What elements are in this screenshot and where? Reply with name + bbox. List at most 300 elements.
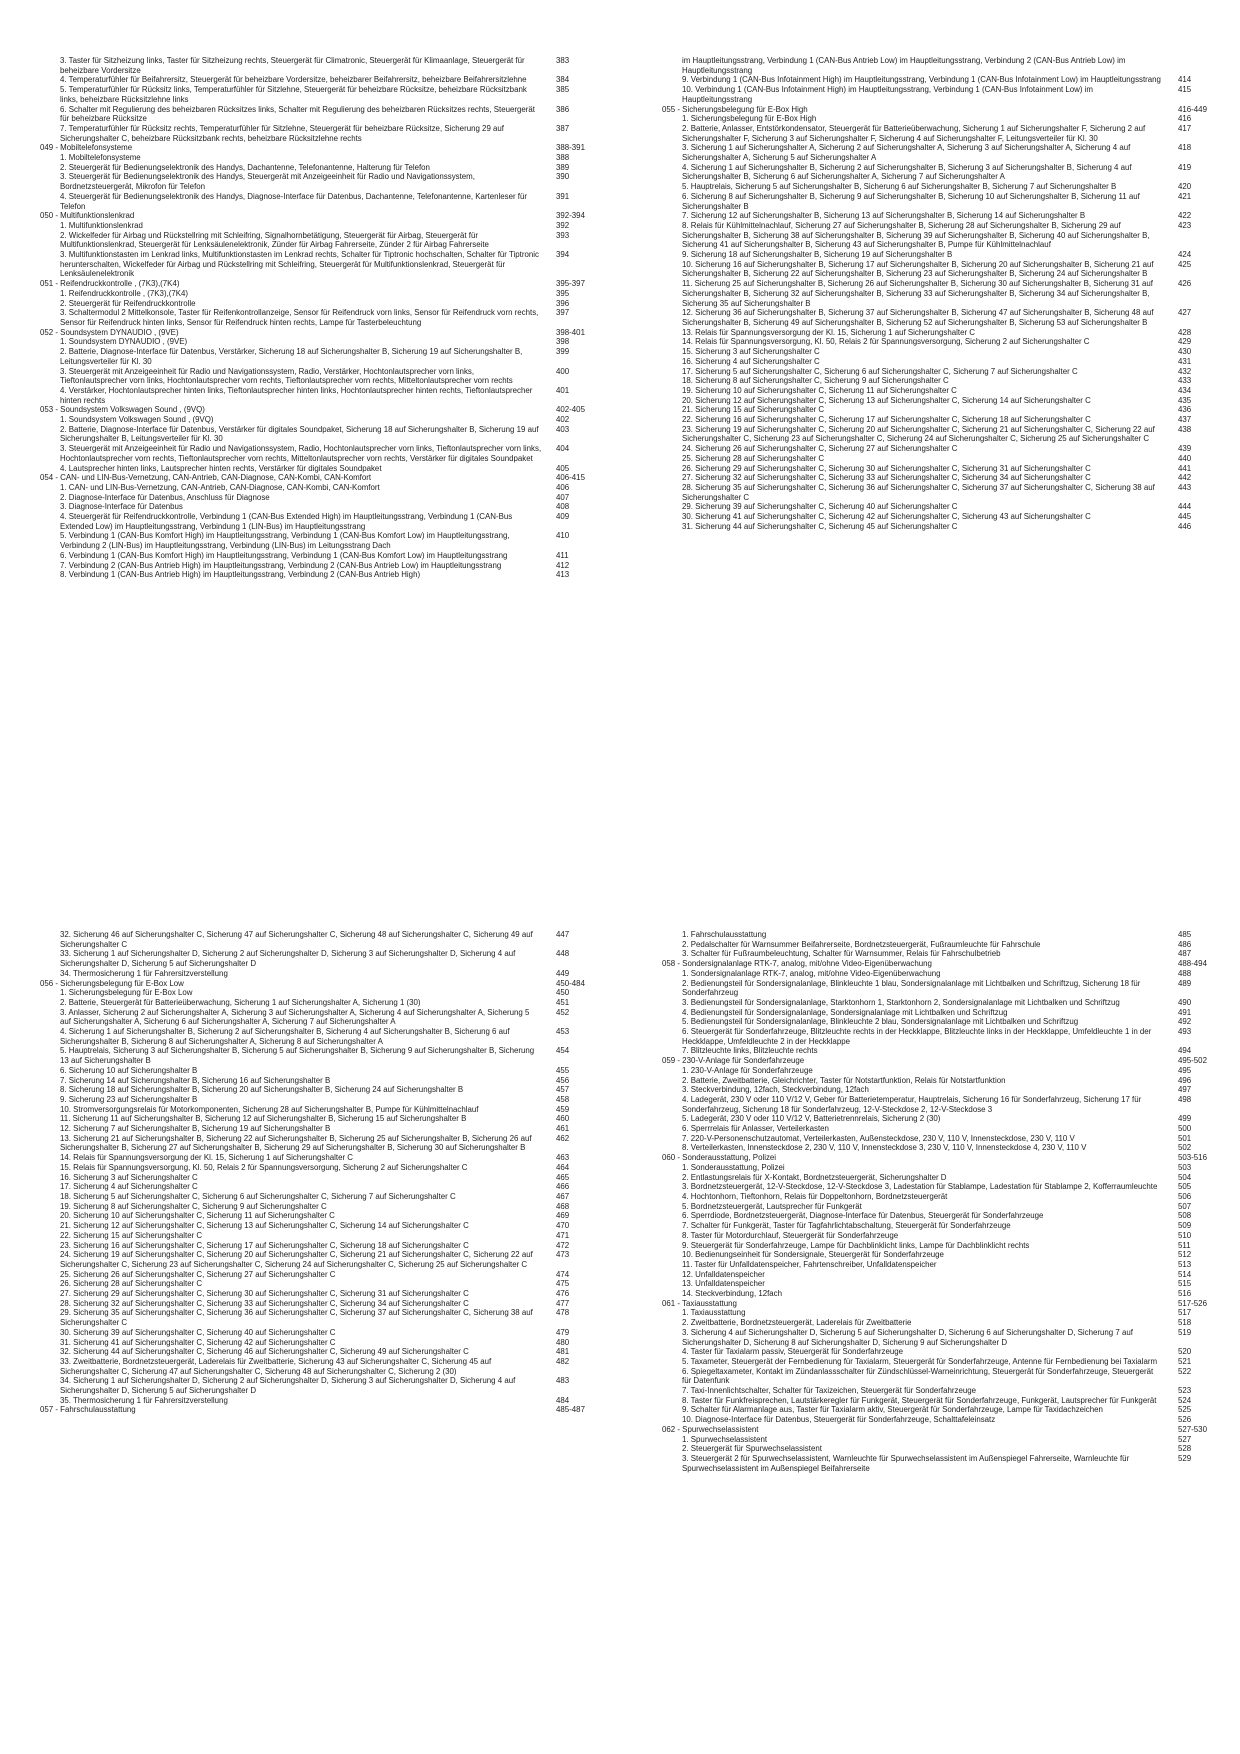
- toc-page-number: 529: [1178, 1453, 1192, 1463]
- toc-entry-row: [662, 405, 1222, 415]
- toc-entry-text: 10. Diagnose-Interface für Datenbus, Steuergerät für Sonderfahrzeuge, Schalttafeleinsatz: [682, 1415, 996, 1425]
- toc-entry-text: 17. Sicherung 4 auf Sicherungshalter C: [60, 1182, 198, 1192]
- toc-chapter-row: [40, 279, 600, 289]
- toc-page-number: 515: [1178, 1279, 1192, 1289]
- toc-entry-row: [40, 425, 600, 444]
- toc-page-number: 409: [556, 512, 570, 522]
- toc-entry-row: [662, 415, 1222, 425]
- toc-page-number: 487: [1178, 949, 1192, 959]
- toc-entry-text: 053 - Soundsystem Volkswagen Sound , (9VQ): [40, 405, 205, 415]
- toc-entry-row: [662, 114, 1222, 124]
- toc-entry-row: [662, 1192, 1222, 1202]
- toc-page-number: 460: [556, 1114, 570, 1124]
- toc-entry-text: 6. Sperrrelais für Anlasser, Verteilerkasten: [682, 1124, 829, 1134]
- toc-page-number: 493: [1178, 1027, 1192, 1037]
- toc-entry-row: [662, 1367, 1222, 1386]
- toc-page-number: 398: [556, 337, 570, 347]
- toc-entry-row: [40, 1105, 600, 1115]
- toc-entry-text: 28. Sicherung 35 auf Sicherungshalter C, Sicherung 36 auf Sicherungshalter C, Sicherung 37 auf Sicherungshalter C, Sicherung 38 auf Sicherungshalter C: [682, 482, 1155, 502]
- toc-entry-text: 1. Spurwechselassistent: [682, 1434, 768, 1444]
- toc-page-number: 476: [556, 1289, 570, 1299]
- toc-entry-row: [662, 1308, 1222, 1318]
- toc-page-number: 480: [556, 1337, 570, 1347]
- toc-entry-row: [662, 347, 1222, 357]
- toc-entry-text: 7. Temperaturfühler für Rücksitz rechts, Temperaturfühler für Sitzlehne, Steuergerät für beheizbare Rücksitze, Sicherung 29 auf Sicherungshalter C, beheizbare Rücksitzbank rechts, beheizbare Rücksitzlehne rechts: [60, 123, 504, 143]
- toc-page-number: 402: [556, 415, 570, 425]
- toc-entry-text: 20. Sicherung 10 auf Sicherungshalter C, Sicherung 11 auf Sicherungshalter C: [60, 1211, 335, 1221]
- toc-entry-text: 8. Sicherung 18 auf Sicherungshalter B, Sicherung 20 auf Sicherungshalter B, Sicherung 24 auf Sicherungshalter B: [60, 1085, 464, 1095]
- toc-entry-text: 4. Temperaturfühler für Beifahrersitz, Steuergerät für beheizbare Vordersitze, beheizbarer Beifahrersitz, beheizbare Beifahrersitzlehne: [60, 75, 527, 85]
- toc-page-number: 477: [556, 1298, 570, 1308]
- toc-entry-row: [40, 231, 600, 250]
- toc-page-number: 488: [1178, 968, 1192, 978]
- toc-entry-row: [662, 425, 1222, 444]
- toc-entry-text: 12. Unfalldatenspeicher: [682, 1269, 765, 1279]
- toc-entry-row: [40, 1357, 600, 1376]
- toc-entry-text: 14. Relais für Spannungsversorgung, Kl. 50, Relais 2 für Spannungsversorgung, Sicherung 2 auf Sicherungshalter C: [682, 337, 1090, 347]
- toc-page-number: 391: [556, 191, 570, 201]
- toc-entry-row: [662, 1289, 1222, 1299]
- toc-block-bottom-right: [662, 930, 1222, 1473]
- toc-entry-text: 22. Sicherung 16 auf Sicherungshalter C, Sicherung 17 auf Sicherungshalter C, Sicherung 18 auf Sicherungshalter C: [682, 415, 1091, 425]
- toc-entry-row: [662, 1328, 1222, 1347]
- toc-page-number: 450-484: [556, 978, 585, 988]
- toc-entry-row: [662, 192, 1222, 211]
- toc-entry-text: 062 - Spurwechselassistent: [662, 1424, 759, 1434]
- toc-entry-text: 2. Pedalschalter für Warnsummer Beifahrerseite, Bordnetzsteuergerät, Fußraumleuchte für Fahrschule: [682, 939, 1041, 949]
- toc-entry-text: 9. Sicherung 23 auf Sicherungshalter B: [60, 1094, 198, 1104]
- toc-entry-row: [662, 1386, 1222, 1396]
- toc-entry-text: 1. Soundsystem DYNAUDIO , (9VE): [60, 337, 188, 347]
- toc-page-number: 388: [556, 153, 570, 163]
- toc-entry-row: [662, 979, 1222, 998]
- toc-entry-text: 5. Hauptrelais, Sicherung 5 auf Sicherungshalter B, Sicherung 6 auf Sicherungshalter B, Sicherung 7 auf Sicherungshalter B: [682, 182, 1117, 192]
- toc-entry-text: 9. Schalter für Alarmanlage aus, Taster für Taxialarm aktiv, Steuergerät für Sonderfahrzeuge, Lampe für Taxidachzeichen: [682, 1405, 1103, 1415]
- toc-page-number: 482: [556, 1356, 570, 1366]
- toc-entry-text: 7. 220-V-Personenschutzautomat, Verteilerkasten, Außensteckdose, 230 V, 110 V, Innensteckdose, 230 V, 110 V: [682, 1133, 1075, 1143]
- toc-entry-text: 10. Verbindung 1 (CAN-Bus Infotainment High) im Hauptleitungsstrang, Verbindung 1 (CAN-Bus Infotainment Low) im Hauptleitungsstrang: [682, 85, 1093, 104]
- toc-page-number: 519: [1178, 1327, 1192, 1337]
- toc-entry-text: 13. Relais für Spannungsversorgung der Kl. 15, Sicherung 1 auf Sicherungshalter C: [682, 327, 976, 337]
- toc-entry-text: 30. Sicherung 41 auf Sicherungshalter C, Sicherung 42 auf Sicherungshalter C, Sicherung 43 auf Sicherungshalter C: [682, 512, 1091, 522]
- toc-entry-text: 21. Sicherung 12 auf Sicherungshalter C, Sicherung 13 auf Sicherungshalter C, Sicherung 14 auf Sicherungshalter C: [60, 1221, 469, 1231]
- toc-entry-row: [662, 367, 1222, 377]
- toc-page-number: 408: [556, 502, 570, 512]
- toc-entry-row: [40, 308, 600, 327]
- toc-entry-text: 27. Sicherung 32 auf Sicherungshalter C, Sicherung 33 auf Sicherungshalter C, Sicherung 34 auf Sicherungshalter C: [682, 473, 1091, 483]
- toc-page-number: 413: [556, 570, 570, 580]
- toc-entry-row: [662, 1017, 1222, 1027]
- toc-entry-text: 19. Sicherung 8 auf Sicherungshalter C, Sicherung 9 auf Sicherungshalter C: [60, 1201, 327, 1211]
- toc-page-number: 395-397: [556, 279, 585, 289]
- toc-entry-text: 7. Schalter für Funkgerät, Taster für Tagfahrlichtabschaltung, Steuergerät für Sonderfahrzeuge: [682, 1221, 1011, 1231]
- toc-page-number: 502: [1178, 1143, 1192, 1153]
- toc-entry-text: 32. Sicherung 44 auf Sicherungshalter C, Sicherung 46 auf Sicherungshalter C, Sicherung 49 auf Sicherungshalter C: [60, 1347, 469, 1357]
- toc-entry-text: 057 - Fahrschulausstattung: [40, 1405, 136, 1415]
- toc-page-number: 483: [556, 1376, 570, 1386]
- toc-entry-text: 18. Sicherung 5 auf Sicherungshalter C, Sicherung 6 auf Sicherungshalter C, Sicherung 7 auf Sicherungshalter C: [60, 1191, 456, 1201]
- toc-entry-text: 061 - Taxiausstattung: [662, 1298, 737, 1308]
- toc-entry-text: 3. Steckverbindung, 12fach, Steckverbindung, 12fach: [682, 1085, 869, 1095]
- toc-chapter-row: [662, 1425, 1222, 1435]
- toc-entry-row: [662, 182, 1222, 192]
- toc-page-number: 500: [1178, 1124, 1192, 1134]
- toc-entry-row: [662, 124, 1222, 143]
- toc-page-number: 423: [1178, 220, 1192, 230]
- toc-entry-text: 20. Sicherung 12 auf Sicherungshalter C, Sicherung 13 auf Sicherungshalter C, Sicherung 14 auf Sicherungshalter C: [682, 395, 1091, 405]
- toc-entry-row: [662, 483, 1222, 502]
- toc-page-number: 526: [1178, 1415, 1192, 1425]
- toc-entry-text: 26. Sicherung 28 auf Sicherungshalter C: [60, 1279, 203, 1289]
- toc-entry-text: 1. 230-V-Anlage für Sonderfahrzeuge: [682, 1065, 813, 1075]
- toc-entry-text: 058 - Sondersignalanlage RTK-7, analog, mit/ohne Video-Eigenüberwachung: [662, 959, 932, 969]
- toc-entry-row: [662, 444, 1222, 454]
- toc-entry-row: [40, 1347, 600, 1357]
- toc-page-number: 431: [1178, 356, 1192, 366]
- toc-entry-row: [40, 1211, 600, 1221]
- toc-entry-row: [662, 1241, 1222, 1251]
- toc-entry-row: [662, 1435, 1222, 1445]
- toc-entry-text: 5. Taxameter, Steuergerät der Fernbedienung für Taxialarm, Steuergerät für Sonderfahrzeuge, Antenne für Fernbedienung bei Taxialarm: [682, 1356, 1158, 1366]
- toc-entry-text: 2. Batterie, Diagnose-Interface für Datenbus, Verstärker, Sicherung 18 auf Sicherungshalter B, Sicherung 19 auf Sicherungshalter B, Leitungsverteiler für Kl. 30: [60, 347, 523, 366]
- toc-entry-text: 10. Stromversorgungsrelais für Motorkomponenten, Sicherung 28 auf Sicherungshalter B, Pumpe für Kühlmittelnachlauf: [60, 1104, 479, 1114]
- toc-page-number: 451: [556, 997, 570, 1007]
- toc-entry-row: [40, 163, 600, 173]
- toc-page-number: 481: [556, 1347, 570, 1357]
- toc-entry-row: [662, 1415, 1222, 1425]
- toc-entry-row: [662, 940, 1222, 950]
- toc-entry-row: [662, 1134, 1222, 1144]
- toc-entry-text: 2. Batterie, Steuergerät für Batterieüberwachung, Sicherung 1 auf Sicherungshalter A, Sicherung 1 (30): [60, 997, 421, 1007]
- toc-entry-row: [40, 1396, 600, 1406]
- toc-entry-text: 6. Steuergerät für Sonderfahrzeuge, Blitzleuchte rechts in der Heckklappe, Blitzleuchte links in der Heckklappe, Umfeldleuchte 1 in der Heckklappe, Umfeldleuchte 2 in der Heckklappe: [682, 1027, 1152, 1046]
- toc-entry-text: 3. Steuergerät mit Anzeigeeinheit für Radio und Navigationssystem, Radio, Verstärker, Hochtonlautsprecher vorn links, Tieftonlautsprecher vorn links, Hochtonlautsprecher vorn rechts, Tieftonlautsprecher vorn rechts, Mitteltonlautsprecher vorn rechts: [60, 366, 513, 386]
- toc-entry-text: 2. Wickelfeder für Airbag und Rückstellring mit Schleifring, Signalhornbetätigung, Steuergerät für Airbag, Steuergerät für Multifunktionslenkrad, Steuergerät für Lenksäulenelektronik, Zünder für Airbag Fahrerseite, Zünder 2 für Airbag Fahrerseite: [60, 230, 489, 250]
- toc-entry-text: 4. Bedienungsteil für Sondersignalanlage, Sondersignalanlage mit Lichtbalken und Schriftzug: [682, 1007, 1008, 1017]
- toc-entry-row: [40, 1134, 600, 1153]
- toc-entry-row: [662, 1231, 1222, 1241]
- toc-entry-text: 31. Sicherung 44 auf Sicherungshalter C, Sicherung 45 auf Sicherungshalter C: [682, 521, 958, 531]
- toc-chapter-row: [40, 405, 600, 415]
- toc-entry-row: [662, 1202, 1222, 1212]
- toc-entry-row: [40, 531, 600, 550]
- toc-entry-text: 12. Sicherung 36 auf Sicherungshalter B, Sicherung 37 auf Sicherungshalter B, Sicherung 47 auf Sicherungshalter B, Sicherung 48 auf Sicherungshalter B, Sicherung 49 auf Sicherungshalter B, Sicherung 52 auf Sicherungshalter B, Sicherung 53 auf Sicherungshalter B: [682, 308, 1154, 327]
- toc-page-number: 437: [1178, 415, 1192, 425]
- toc-page-number: 440: [1178, 453, 1192, 463]
- toc-entry-text: 9. Sicherung 18 auf Sicherungshalter B, Sicherung 19 auf Sicherungshalter B: [682, 250, 953, 260]
- toc-entry-text: 5. Hauptrelais, Sicherung 3 auf Sicherungshalter B, Sicherung 5 auf Sicherungshalter B, Sicherung 9 auf Sicherungshalter B, Sicherung 13 auf Sicherungshalter B: [60, 1046, 535, 1066]
- toc-entry-row: [40, 1241, 600, 1251]
- toc-page-number: 517: [1178, 1308, 1192, 1318]
- toc-page-number: 463: [556, 1153, 570, 1163]
- toc-entry-row: [40, 221, 600, 231]
- toc-entry-text: 8. Taster für Motordurchlauf, Steuergerät für Sonderfahrzeuge: [682, 1230, 899, 1240]
- toc-entry-text: 4. Hochtonhorn, Tieftonhorn, Relais für Doppeltonhorn, Bordnetzsteuergerät: [682, 1191, 948, 1201]
- toc-entry-row: [662, 1318, 1222, 1328]
- toc-page-number: 469: [556, 1211, 570, 1221]
- toc-page-number: 507: [1178, 1201, 1192, 1211]
- toc-page-number: 518: [1178, 1318, 1192, 1328]
- toc-entry-row: [40, 347, 600, 366]
- toc-entry-text: 4. Ladegerät, 230 V oder 110 V/12 V, Geber für Batterietemperatur, Hauptrelais, Sicherung 16 für Sonderfahrzeug, Sicherung 17 für Sonderfahrzeug, Sicherung 18 für Sonderfahrzeug, 12-V-Steckdose 2, 12-V-Steckdose 3: [682, 1094, 1142, 1114]
- toc-entry-text: 30. Sicherung 39 auf Sicherungshalter C, Sicherung 40 auf Sicherungshalter C: [60, 1327, 336, 1337]
- toc-entry-text: 28. Sicherung 32 auf Sicherungshalter C, Sicherung 33 auf Sicherungshalter C, Sicherung 34 auf Sicherungshalter C: [60, 1298, 469, 1308]
- toc-entry-row: [662, 75, 1222, 85]
- toc-entry-text: 26. Sicherung 29 auf Sicherungshalter C, Sicherung 30 auf Sicherungshalter C, Sicherung 31 auf Sicherungshalter C: [682, 463, 1091, 473]
- toc-entry-text: 7. Sicherung 14 auf Sicherungshalter B, Sicherung 16 auf Sicherungshalter B: [60, 1075, 331, 1085]
- toc-page-number: 516: [1178, 1289, 1192, 1299]
- toc-page-number: 522: [1178, 1366, 1192, 1376]
- toc-entry-row: [40, 1202, 600, 1212]
- toc-entry-text: 7. Taxi-Innenlichtschalter, Schalter für Taxizeichen, Steuergerät für Sonderfahrzeuge: [682, 1386, 977, 1396]
- toc-chapter-row: [40, 211, 600, 221]
- toc-entry-text: 2. Zweitbatterie, Bordnetzsteuergerät, Laderelais für Zweitbatterie: [682, 1318, 912, 1328]
- toc-page-number: 432: [1178, 366, 1192, 376]
- toc-entry-text: 9. Verbindung 1 (CAN-Bus Infotainment High) im Hauptleitungsstrang, Verbindung 1 (CAN-Bus Infotainment Low) im Hauptleitungsstrang: [682, 75, 1161, 85]
- toc-entry-text: 1. Reifendruckkontrolle , (7K3),(7K4): [60, 288, 189, 298]
- toc-entry-text: 2. Batterie, Zweitbatterie, Gleichrichter, Taster für Notstartfunktion, Relais für Notstartfunktion: [682, 1075, 1006, 1085]
- toc-entry-row: [662, 85, 1222, 104]
- toc-entry-text: 27. Sicherung 29 auf Sicherungshalter C, Sicherung 30 auf Sicherungshalter C, Sicherung 31 auf Sicherungshalter C: [60, 1289, 469, 1299]
- toc-page-number: 465: [556, 1172, 570, 1182]
- toc-entry-row: [40, 289, 600, 299]
- toc-page-number: 420: [1178, 182, 1192, 192]
- toc-page-number: 508: [1178, 1211, 1192, 1221]
- toc-entry-text: 054 - CAN- und LIN-Bus-Vernetzung, CAN-Antrieb, CAN-Diagnose, CAN-Kombi, CAN-Komfort: [40, 473, 372, 483]
- toc-entry-text: 3. Steuergerät für Bedienungselektronik des Handys, Steuergerät mit Anzeigeeinheit für Radio und Navigationssystem, Bordnetzsteuergerät, Mikrofon für Telefon: [60, 172, 475, 192]
- toc-entry-row: [40, 105, 600, 124]
- toc-page-number: 396: [556, 298, 570, 308]
- toc-page-number: 397: [556, 308, 570, 318]
- toc-entry-row: [40, 551, 600, 561]
- toc-page-number: 449: [556, 968, 570, 978]
- toc-page-number: 401: [556, 385, 570, 395]
- toc-page-number: 504: [1178, 1172, 1192, 1182]
- toc-page-number: 424: [1178, 250, 1192, 260]
- toc-entry-text: 7. Verbindung 2 (CAN-Bus Antrieb High) im Hauptleitungsstrang, Verbindung 2 (CAN-Bus Antrieb Low) im Hauptleitungsstrang: [60, 560, 502, 570]
- toc-page-number: 457: [556, 1085, 570, 1095]
- toc-entry-text: 24. Sicherung 26 auf Sicherungshalter C, Sicherung 27 auf Sicherungshalter C: [682, 444, 958, 454]
- toc-entry-text: 8. Taster für Funkfreisprechen, Lautstärkeregler für Funkgerät, Steuergerät für Sonderfahrzeuge, Funkgerät, Lautsprecher für Funkgerät: [682, 1395, 1157, 1405]
- toc-page-number: 447: [556, 930, 570, 939]
- toc-chapter-row: [662, 959, 1222, 969]
- toc-entry-row: [662, 396, 1222, 406]
- toc-block-top-left: [40, 56, 600, 580]
- toc-page-number: 439: [1178, 444, 1192, 454]
- toc-page-number: 468: [556, 1201, 570, 1211]
- toc-entry-row: [662, 143, 1222, 162]
- toc-entry-row: [40, 415, 600, 425]
- toc-entry-text: 4. Lautsprecher hinten links, Lautsprecher hinten rechts, Verstärker für digitales Soundpaket: [60, 463, 382, 473]
- toc-page-number: 392-394: [556, 211, 585, 221]
- toc-entry-row: [662, 1114, 1222, 1124]
- toc-page-number: 486: [1178, 939, 1192, 949]
- toc-page-number: 527-530: [1178, 1424, 1207, 1434]
- toc-entry-row: [40, 1279, 600, 1289]
- toc-page-number: 506: [1178, 1191, 1192, 1201]
- toc-page-number: 385: [556, 85, 570, 95]
- toc-entry-text: 1. Multifunktionslenkrad: [60, 220, 143, 230]
- toc-entry-text: 34. Thermosicherung 1 für Fahrersitzverstellung: [60, 968, 228, 978]
- toc-page-number: 434: [1178, 385, 1192, 395]
- toc-page-number: 499: [1178, 1114, 1192, 1124]
- toc-page-number: 525: [1178, 1405, 1192, 1415]
- toc-entry-row: [662, 260, 1222, 279]
- toc-entry-row: [40, 1124, 600, 1134]
- toc-page-number: 393: [556, 230, 570, 240]
- toc-entry-row: [662, 1143, 1222, 1153]
- toc-entry-row: [662, 512, 1222, 522]
- toc-chapter-row: [40, 328, 600, 338]
- toc-page-number: 442: [1178, 473, 1192, 483]
- toc-entry-row: [662, 1357, 1222, 1367]
- toc-entry-row: [662, 221, 1222, 250]
- toc-page-number: 479: [556, 1327, 570, 1337]
- toc-page-number: 471: [556, 1230, 570, 1240]
- toc-page-number: 461: [556, 1124, 570, 1134]
- toc-entry-text: 2. Steuergerät für Reifendruckkontrolle: [60, 298, 196, 308]
- toc-entry-text: 8. Relais für Kühlmittelnachlauf, Sicherung 27 auf Sicherungshalter B, Sicherung 28 auf Sicherungshalter B, Sicherung 29 auf Sicherungshalter B, Sicherung 38 auf Sicherungshalter B, Sicherung 39 auf Sicherungshalter B, Sicherung 40 auf Sicherungshalter B, Sicherung 41 auf Sicherungshalter B, Sicherung 43 auf Sicherungshalter B, Pumpe für Kühlmittelnachlauf: [682, 220, 1150, 250]
- toc-chapter-row: [40, 979, 600, 989]
- toc-entry-text: 3. Taster für Sitzheizung links, Taster für Sitzheizung rechts, Steuergerät für Climatronic, Steuergerät für Klimaanlage, Steuergerät für beheizbare Vordersitze: [60, 56, 525, 75]
- toc-entry-text: 1. Sicherungsbelegung für E-Box High: [682, 114, 817, 124]
- toc-page-number: 443: [1178, 482, 1192, 492]
- toc-entry-text: 8. Verbindung 1 (CAN-Bus Antrieb High) im Hauptleitungsstrang, Verbindung 2 (CAN-Bus Antrieb High): [60, 570, 421, 580]
- toc-entry-text: 2. Steuergerät für Bedienungselektronik des Handys, Dachantenne, Telefonantenne, Halterung für Telefon: [60, 162, 430, 172]
- toc-page-number: 406-415: [556, 473, 585, 483]
- toc-page-number: 402-405: [556, 405, 585, 415]
- toc-entry-text: 11. Sicherung 11 auf Sicherungshalter B, Sicherung 12 auf Sicherungshalter B, Sicherung 15 auf Sicherungshalter B: [60, 1114, 467, 1124]
- toc-page-number: 386: [556, 104, 570, 114]
- toc-chapter-row: [40, 473, 600, 483]
- toc-entry-text: 3. Steuergerät 2 für Spurwechselassistent, Warnleuchte für Spurwechselassistent im Außenspiegel Fahrerseite, Warnleuchte für Spurwechselassistent im Außenspiegel Beifahrerseite: [682, 1453, 1130, 1473]
- toc-page-number: 446: [1178, 521, 1192, 531]
- toc-entry-text: 29. Sicherung 39 auf Sicherungshalter C, Sicherung 40 auf Sicherungshalter C: [682, 502, 958, 512]
- toc-page-number: 494: [1178, 1046, 1192, 1056]
- toc-entry-text: 5. Verbindung 1 (CAN-Bus Komfort High) im Hauptleitungsstrang, Verbindung 1 (CAN-Bus Komfort Low) im Hauptleitungsstrang, Verbindung 2 (LIN-Bus) im Hauptleitungsstrang, Verbindung (LIN-Bus) im Leitungsstrang Dach: [60, 531, 510, 551]
- toc-entry-row: [662, 1347, 1222, 1357]
- toc-entry-text: 2. Bedienungsteil für Sondersignalanlage, Blinkleuchte 1 blau, Sondersignalanlage mit Lichtbalken und Schriftzug, Sicherung 18 für Sonderfahrzeug: [682, 978, 1141, 998]
- toc-entry-row: [40, 1308, 600, 1327]
- toc-entry-row: [40, 502, 600, 512]
- toc-entry-row: [40, 337, 600, 347]
- toc-page-number: 520: [1178, 1347, 1192, 1357]
- toc-entry-text: 1. CAN- und LIN-Bus-Vernetzung, CAN-Antrieb, CAN-Diagnose, CAN-Kombi, CAN-Komfort: [60, 482, 380, 492]
- toc-entry-text: 059 - 230-V-Anlage für Sonderfahrzeuge: [662, 1056, 805, 1066]
- toc-entry-row: [662, 337, 1222, 347]
- toc-page-number: 513: [1178, 1259, 1192, 1269]
- toc-entry-row: [662, 454, 1222, 464]
- toc-page-number: 456: [556, 1075, 570, 1085]
- toc-page-number: 495: [1178, 1065, 1192, 1075]
- toc-page-number: 422: [1178, 211, 1192, 221]
- toc-entry-text: 4. Steuergerät für Reifendruckkontrolle, Verbindung 1 (CAN-Bus Extended High) im Hauptleitungsstrang, Verbindung 1 (CAN-Bus Extended Low) im Hauptleitungsstrang, Verbindung 1 (LIN-Bus) im Hauptleitungsstrang: [60, 512, 513, 531]
- toc-page-number: 517-526: [1178, 1298, 1207, 1308]
- toc-page-number: 395: [556, 288, 570, 298]
- toc-entry-row: [40, 1299, 600, 1309]
- toc-entry-text: 050 - Multifunktionslenkrad: [40, 211, 135, 221]
- toc-block-top-right: [662, 56, 1222, 531]
- toc-page-number: 412: [556, 560, 570, 570]
- toc-entry-text: 19. Sicherung 10 auf Sicherungshalter C, Sicherung 11 auf Sicherungshalter C: [682, 385, 957, 395]
- toc-page-number: 450: [556, 988, 570, 998]
- toc-entry-row: [662, 1046, 1222, 1056]
- toc-entry-row: [662, 1250, 1222, 1260]
- toc-entry-text: 14. Relais für Spannungsversorgung der Kl. 15, Sicherung 1 auf Sicherungshalter C: [60, 1153, 354, 1163]
- toc-entry-text: 4. Verstärker, Hochtonlautsprecher hinten links, Tieftonlautsprecher hinten links, Hochtonlautsprecher hinten rechts, Tieftonlautsprecher hinten rechts: [60, 385, 533, 405]
- toc-page-number: 388-391: [556, 143, 585, 153]
- toc-entry-row: [662, 163, 1222, 182]
- toc-entry-text: 2. Diagnose-Interface für Datenbus, Anschluss für Diagnose: [60, 492, 270, 502]
- toc-entry-row: [40, 1153, 600, 1163]
- toc-entry-text: 14. Steckverbindung, 12fach: [682, 1289, 783, 1299]
- toc-entry-text: 25. Sicherung 26 auf Sicherungshalter C, Sicherung 27 auf Sicherungshalter C: [60, 1269, 336, 1279]
- toc-page-number: 453: [556, 1027, 570, 1037]
- toc-entry-row: [40, 192, 600, 211]
- toc-entry-text: 1. Soundsystem Volkswagen Sound , (9VQ): [60, 415, 214, 425]
- toc-page-number: 429: [1178, 337, 1192, 347]
- toc-page-number: 400: [556, 366, 570, 376]
- toc-entry-text: 049 - Mobiltelefonsysteme: [40, 143, 133, 153]
- toc-page-number: 459: [556, 1104, 570, 1114]
- toc-entry-row: [40, 483, 600, 493]
- toc-page-number: 475: [556, 1279, 570, 1289]
- toc-page-number: 387: [556, 123, 570, 133]
- toc-entry-text: 4. Sicherung 1 auf Sicherungshalter B, Sicherung 2 auf Sicherungshalter B, Sicherung 3 auf Sicherungshalter B, Sicherung 4 auf Sicherungshalter B, Sicherung 6 auf Sicherungshalter A, Sicherung 7 auf Sicherungshalter A: [682, 162, 1132, 182]
- toc-entry-row: [662, 1066, 1222, 1076]
- toc-page-number: 418: [1178, 143, 1192, 153]
- toc-page-number: 528: [1178, 1444, 1192, 1454]
- toc-entry-text: 052 - Soundsystem DYNAUDIO , (9VE): [40, 327, 179, 337]
- toc-page-number: 521: [1178, 1356, 1192, 1366]
- toc-entry-text: im Hauptleitungsstrang, Verbindung 1 (CAN-Bus Antrieb Low) im Hauptleitungsstrang, Verbindung 2 (CAN-Bus Antrieb Low) im Hauptleitungsstrang: [682, 56, 1126, 75]
- toc-entry-text: 3. Schaltermodul 2 Mittelkonsole, Taster für Reifenkontrollanzeige, Sensor für Reifendruck vorn links, Sensor für Reifendruck vorn rechts, Sensor für Reifendruck hinten links, Sensor für Reifendruck hinten rechts, Lampe für Tasterbeleuchtung: [60, 308, 539, 327]
- toc-entry-text: 5. Ladegerät, 230 V oder 110 V/12 V, Batterietrennrelais, Sicherung 2 (30): [682, 1114, 941, 1124]
- toc-page-number: 405: [556, 463, 570, 473]
- toc-page-number: 472: [556, 1240, 570, 1250]
- toc-page-number: 433: [1178, 376, 1192, 386]
- toc-entry-text: 25. Sicherung 28 auf Sicherungshalter C: [682, 453, 825, 463]
- toc-entry-text: 9. Steuergerät für Sonderfahrzeuge, Lampe für Dachblinklicht links, Lampe für Dachblinklicht rechts: [682, 1240, 1030, 1250]
- toc-entry-row: [40, 949, 600, 968]
- toc-entry-text: 16. Sicherung 4 auf Sicherungshalter C: [682, 356, 820, 366]
- toc-entry-text: 11. Sicherung 25 auf Sicherungshalter B, Sicherung 26 auf Sicherungshalter B, Sicherung 30 auf Sicherungshalter B, Sicherung 31 auf Sicherungshalter B, Sicherung 32 auf Sicherungshalter B, Sicherung 33 auf Sicherungshalter B, Sicherung 34 auf Sicherungshalter B, Sicherung 35 auf Sicherungshalter B: [682, 279, 1153, 308]
- toc-page-number: 505: [1178, 1182, 1192, 1192]
- toc-entry-row: [662, 279, 1222, 308]
- toc-entry-text: 3. Schalter für Fußraumbeleuchtung, Schalter für Warnsummer, Relais für Fahrschulbetrieb: [682, 949, 1001, 959]
- toc-page-number: 495-502: [1178, 1056, 1207, 1066]
- toc-page-number: 503-516: [1178, 1153, 1207, 1163]
- toc-entry-row: [40, 299, 600, 309]
- toc-entry-text: 3. Bedienungsteil für Sondersignalanlage, Starktonhorn 1, Starktonhorn 2, Sondersignalanlage mit Lichtbalken und Schriftzug: [682, 997, 1120, 1007]
- toc-page-number: 435: [1178, 395, 1192, 405]
- toc-page-number: 394: [556, 250, 570, 260]
- toc-entry-row: [40, 1085, 600, 1095]
- toc-entry-row: [40, 998, 600, 1008]
- toc-entry-text: 22. Sicherung 15 auf Sicherungshalter C: [60, 1230, 203, 1240]
- toc-entry-text: 11. Taster für Unfalldatenspeicher, Fahrtenschreiber, Unfalldatenspeicher: [682, 1259, 937, 1269]
- toc-page-number: 491: [1178, 1007, 1192, 1017]
- toc-entry-text: 23. Sicherung 16 auf Sicherungshalter C, Sicherung 17 auf Sicherungshalter C, Sicherung 18 auf Sicherungshalter C: [60, 1240, 469, 1250]
- toc-entry-row: [662, 1444, 1222, 1454]
- toc-page-number: 489: [1178, 978, 1192, 988]
- toc-page-number: 430: [1178, 347, 1192, 357]
- toc-page-number: 406: [556, 482, 570, 492]
- toc-entry-row: [40, 1250, 600, 1269]
- toc-entry-text: 12. Sicherung 7 auf Sicherungshalter B, Sicherung 19 auf Sicherungshalter B: [60, 1124, 331, 1134]
- toc-entry-text: 6. Verbindung 1 (CAN-Bus Komfort High) im Hauptleitungsstrang, Verbindung 1 (CAN-Bus Komfort Low) im Hauptleitungsstrang: [60, 550, 508, 560]
- toc-entry-row: [662, 211, 1222, 221]
